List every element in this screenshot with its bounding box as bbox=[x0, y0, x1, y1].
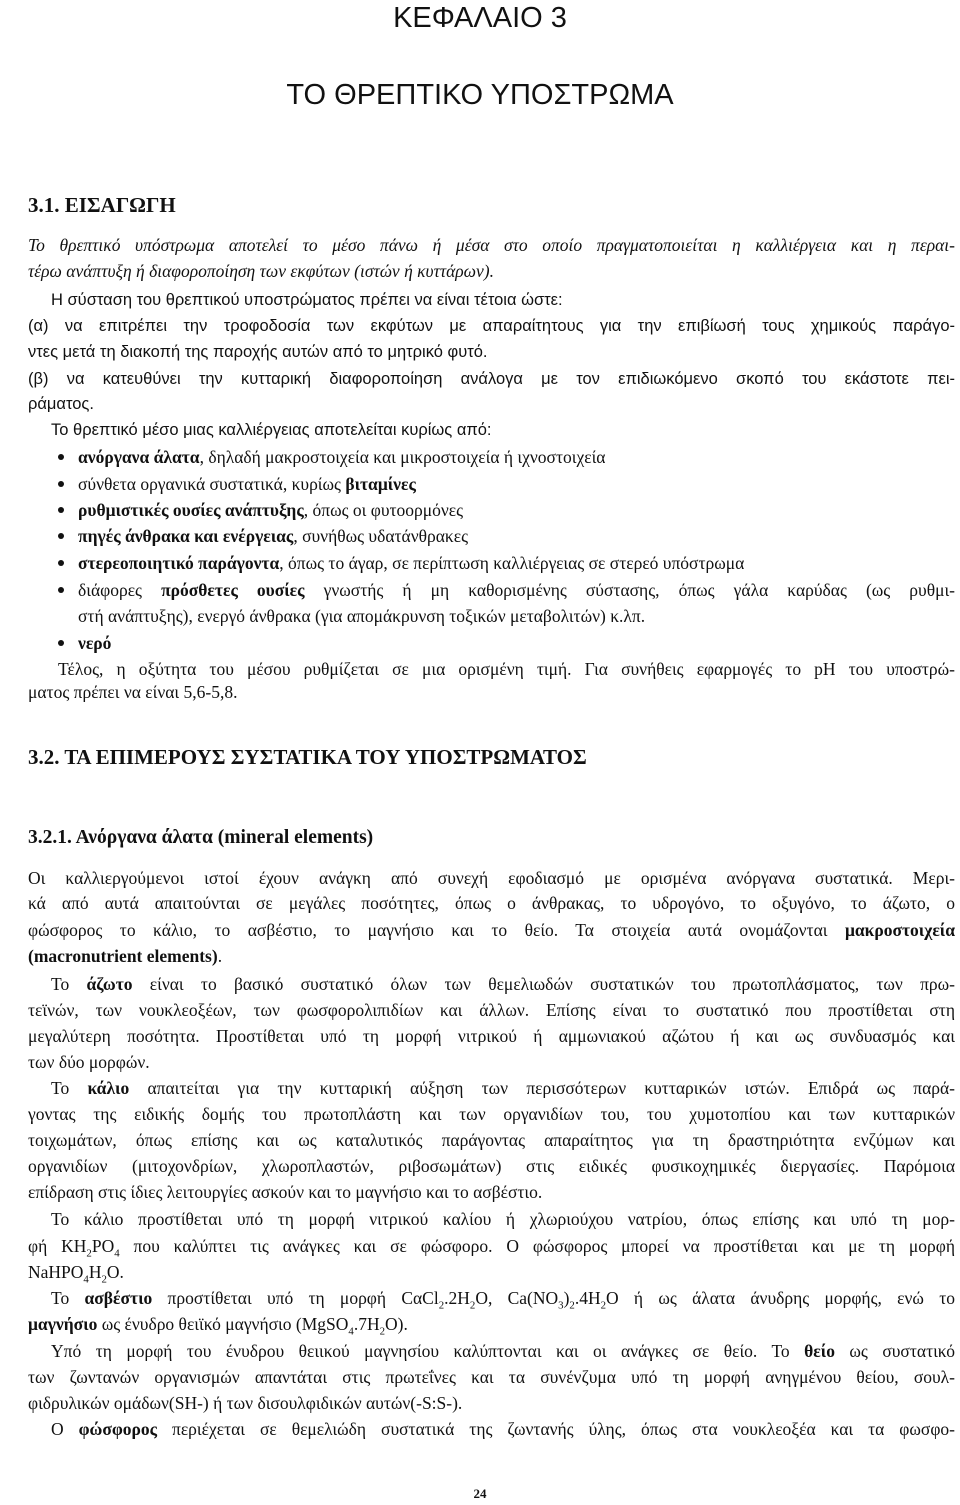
line-text: που καλύπτει τις ανάγκες και σε φώσφορο. Ο φώσφορος μπορεί να προστίθεται και με τη μορφή bbox=[119, 1236, 955, 1256]
subscript: 4 bbox=[348, 1325, 354, 1338]
item-text: , όπως οι φυτοορμόνες bbox=[303, 500, 464, 520]
line-text: . bbox=[217, 946, 223, 966]
item-text: , όπως το άγαρ, σε περίπτωση καλλιέργειας σε στερεό υπόστρωμα bbox=[279, 553, 745, 573]
bullet-marker bbox=[58, 533, 64, 539]
requirements-line: ράματος. bbox=[28, 395, 94, 413]
list-item bbox=[78, 497, 463, 523]
line-text: είναι το βασικό συστατικό όλων των θεμελιωδών συστατικών του πρωτοπλάσματος, των πρω- bbox=[132, 974, 955, 994]
list-item bbox=[78, 523, 468, 549]
list-item bbox=[78, 577, 955, 603]
bold-term: κάλιο bbox=[87, 1078, 130, 1098]
paragraph-line: τεϊνών, των νουκλεοξέων, των φωσφορολιπιδίων και άλλων. Επίσης είναι το συστατικό που προστίθεται στη bbox=[28, 1000, 955, 1020]
requirements-line: Το θρεπτικό μέσο μιας καλλιέργειας αποτελείται κυρίως από: bbox=[51, 421, 492, 439]
requirements-line: (α) να επιτρέπει την τροφοδοσία των εκφύτων με απαραίτητους για την επιβίωσή τους χημικούς παράγο- bbox=[28, 317, 955, 335]
paragraph-line: επίδραση στις ίδιες λειτουργίες ασκούν και το μαγνήσιο και το ασβέστιο. bbox=[28, 1182, 543, 1202]
subscript: 2 bbox=[469, 1299, 476, 1312]
line-text: ) bbox=[563, 1288, 570, 1308]
line-text: Το bbox=[51, 1078, 88, 1098]
line-text: Υπό τη μορφή του ένυδρου θειικού μαγνησίου καλύπτονται και οι ανάγκες σε θείο. Το bbox=[51, 1341, 805, 1361]
paragraph-line bbox=[51, 1338, 955, 1364]
paragraph-line bbox=[51, 1416, 955, 1442]
list-item-continuation: στή ανάπτυξης), ενεργό άνθρακα (για απομάκρυνση τοξικών μεταβολιτών) κ.λπ. bbox=[78, 606, 646, 626]
paragraph-line: οργανιδίων (μιτοχονδρίων, χλωροπλαστών, ριβοσωμάτων) στις ειδικές φυσικοχημικές διεργασίες. Παρόμοια bbox=[28, 1156, 955, 1176]
line-text: O. bbox=[106, 1262, 124, 1282]
item-text: γνωστής ή μη καθορισμένης σύστασης, όπως γάλα καρύδας (ως ρυθμι- bbox=[304, 580, 956, 600]
bullet-marker bbox=[58, 481, 64, 487]
paragraph-line: κά από αυτά απαιτούνται σε μεγάλες ποσότητες, όπως ο άνθρακας, το υδρογόνο, το οξυγόνο, το άζωτο, ο bbox=[28, 893, 955, 913]
bullet-marker bbox=[58, 587, 64, 593]
line-text: H bbox=[88, 1262, 102, 1282]
paragraph-line bbox=[51, 1075, 955, 1101]
ph-note-line: Τέλος, η οξύτητα του μέσου ρυθμίζεται σε μια ορισμένη τιμή. Για συνήθεις εφαρμογές το pH του υποστρώ- bbox=[58, 659, 955, 679]
paragraph-line bbox=[28, 1259, 124, 1285]
paragraph-line: τοιχωμάτων, όπως επίσης και ως καταλυτικός παράγοντας απαραίτητος για τη δραστηριότητα ενζύμων και bbox=[28, 1130, 955, 1150]
bold-term: φώσφορος bbox=[78, 1419, 158, 1439]
item-text: , δηλαδή μακροστοιχεία και μικροστοιχεία ή ιχνοστοιχεία bbox=[199, 447, 606, 467]
list-item bbox=[78, 550, 744, 576]
line-text: περιέχεται σε θεμελιώδη συστατικά της ζωντανής ύλης, όπως στα νουκλεοξέα και τα φωσφο- bbox=[157, 1419, 955, 1439]
page-number: 24 bbox=[473, 1486, 487, 1501]
paragraph-line bbox=[51, 971, 955, 997]
section-heading-3-2: 3.2. ΤΑ ΕΠΙΜΕΡΟΥΣ ΣΥΣΤΑΤΙΚΑ ΤΟΥ ΥΠΟΣΤΡΩΜΑΤΟΣ bbox=[28, 745, 587, 769]
list-item bbox=[78, 444, 605, 470]
bold-term: ανόργανα άλατα bbox=[78, 447, 200, 467]
line-text: NaHPO bbox=[28, 1262, 84, 1282]
bold-term: βιταμίνες bbox=[345, 474, 416, 494]
paragraph-line: φιδρυλικών ομάδων(SH-) ή των δισουλφιδικών αυτών(-S:S-). bbox=[28, 1393, 463, 1413]
paragraph-line bbox=[28, 1311, 408, 1337]
line-text: Ο bbox=[51, 1419, 79, 1439]
line-text: ως συστατικό bbox=[834, 1341, 955, 1361]
line-text: O, Ca(NO bbox=[475, 1288, 559, 1308]
chapter-number: ΚΕΦΑΛΑΙΟ 3 bbox=[393, 2, 567, 34]
ph-note-line: ματος πρέπει να είναι 5,6-5,8. bbox=[28, 682, 238, 702]
bullet-marker bbox=[58, 507, 64, 513]
bold-term: πηγές άνθρακα και ενέργειας bbox=[78, 526, 294, 546]
section-heading-3-1: 3.1. ΕΙΣΑΓΩΓΗ bbox=[28, 193, 176, 217]
subscript: 2 bbox=[379, 1325, 385, 1338]
paragraph-line: των ζωντανών οργανισμών απαντάται στις πρωτεΐνες και τα συνένζυμα υπό τη μορφή ανηγμένου θείου, σουλ- bbox=[28, 1367, 955, 1387]
line-text: PO bbox=[91, 1236, 115, 1256]
line-text: απαιτείται για την κυτταρική αύξηση των περισσότερων κυτταρικών ιστών. Επιδρά ως παρά- bbox=[129, 1078, 955, 1098]
bold-term: μακροστοιχεία bbox=[844, 920, 955, 940]
subscript: 2 bbox=[569, 1299, 575, 1312]
line-text: ως ένυδρο θειϊκό μαγνήσιο (MgSO bbox=[97, 1314, 349, 1334]
bold-term: άζωτο bbox=[86, 974, 133, 994]
bold-term: νερό bbox=[78, 633, 112, 653]
paragraph-line: μεγαλύτερη ποσότητα. Προστίθεται υπό τη μορφή νιτρικού ή αμμωνιακού αζώτου ή και ως συνδυασμός και bbox=[28, 1026, 955, 1046]
paragraph-line: των δύο μορφών. bbox=[28, 1052, 150, 1072]
paragraph-line: Οι καλλιεργούμενοι ιστοί έχουν ανάγκη από συνεχή εφοδιασμό με ορισμένα ανόργανα συστατικά. Μερι- bbox=[28, 868, 955, 888]
subsection-heading-3-2-1: 3.2.1. Ανόργανα άλατα (mineral elements) bbox=[28, 827, 374, 848]
line-text: O). bbox=[385, 1314, 408, 1334]
bullet-marker bbox=[58, 560, 64, 566]
paragraph-line bbox=[51, 1285, 955, 1311]
bold-term: ασβέστιο bbox=[84, 1288, 153, 1308]
bullet-marker bbox=[58, 454, 64, 460]
line-text: .4H bbox=[574, 1288, 601, 1308]
list-item bbox=[78, 471, 416, 497]
subscript: 2 bbox=[438, 1299, 445, 1312]
subscript: 2 bbox=[600, 1299, 607, 1312]
bold-term: (macronutrient elements) bbox=[28, 946, 218, 966]
line-text: προστίθεται υπό τη μορφή CαCl bbox=[152, 1288, 439, 1308]
item-text: διάφορες bbox=[78, 580, 162, 600]
requirements-line: Η σύσταση του θρεπτικού υποστρώματος πρέπει να είναι τέτοια ώστε: bbox=[51, 291, 563, 309]
item-text: σύνθετα οργανικά συστατικά, κυρίως bbox=[78, 474, 346, 494]
paragraph-line bbox=[28, 943, 222, 969]
subscript: 4 bbox=[83, 1273, 89, 1286]
line-text: Το bbox=[51, 1288, 85, 1308]
line-text: O ή ως άλατα άνυδρης μορφής, ενώ το bbox=[606, 1288, 955, 1308]
requirements-line: (β) να κατευθύνει την κυτταρική διαφοροποίηση ανάλογα με τον επιδιωκόμενο σκοπό του εκάστοτε πει- bbox=[28, 370, 955, 388]
subscript: 2 bbox=[101, 1273, 107, 1286]
bold-term: στερεοποιητικό παράγοντα bbox=[78, 553, 280, 573]
definition-line: Το θρεπτικό υπόστρωμα αποτελεί το μέσο πάνω ή μέσα στο οποίο πραγματοποιείται η καλλιέργεια και η περαι- bbox=[28, 235, 955, 255]
line-text: .2H bbox=[444, 1288, 470, 1308]
paragraph-line: γοντας της ειδικής δομής του πρωτοπλάστη και των οργανιδίων του, του χυμοτοπίου και των κυτταρικών bbox=[28, 1104, 955, 1124]
item-text: , συνήθως υδατάνθρακες bbox=[293, 526, 469, 546]
bold-term: μαγνήσιο bbox=[28, 1314, 98, 1334]
line-text: φώσφορος το κάλιο, το ασβέστιο, το μαγνήσιο και το θείο. Τα στοιχεία αυτά ονομάζονται bbox=[28, 920, 845, 940]
list-item bbox=[78, 630, 111, 656]
paragraph-line bbox=[28, 1233, 955, 1259]
definition-line: τέρω ανάπτυξη ή διαφοροποίηση των εκφύτων (ιστών ή κυττάρων). bbox=[28, 261, 495, 281]
requirements-line: ντες μετά τη διακοπή της παροχής αυτών από το μητρικό φυτό. bbox=[28, 343, 488, 361]
subscript: 3 bbox=[558, 1299, 564, 1312]
chapter-title: ΤΟ ΘΡΕΠΤΙΚΟ ΥΠΟΣΤΡΩΜΑ bbox=[286, 79, 674, 111]
subscript: 4 bbox=[114, 1247, 120, 1260]
bold-term: ρυθμιστικές ουσίες ανάπτυξης bbox=[78, 500, 304, 520]
bold-term: πρόσθετες ουσίες bbox=[161, 580, 305, 600]
subscript: 2 bbox=[86, 1247, 92, 1260]
paragraph-line: Το κάλιο προστίθεται υπό τη μορφή νιτρικού καλίου ή χλωριούχου νατρίου, όπως επίσης και υπό τη μορ- bbox=[51, 1209, 955, 1229]
bullet-marker bbox=[58, 640, 64, 646]
line-text: .7H bbox=[353, 1314, 380, 1334]
line-text: Το bbox=[51, 974, 87, 994]
bold-term: θείο bbox=[804, 1341, 835, 1361]
line-text: φή KH bbox=[28, 1236, 87, 1256]
paragraph-line bbox=[28, 917, 955, 943]
